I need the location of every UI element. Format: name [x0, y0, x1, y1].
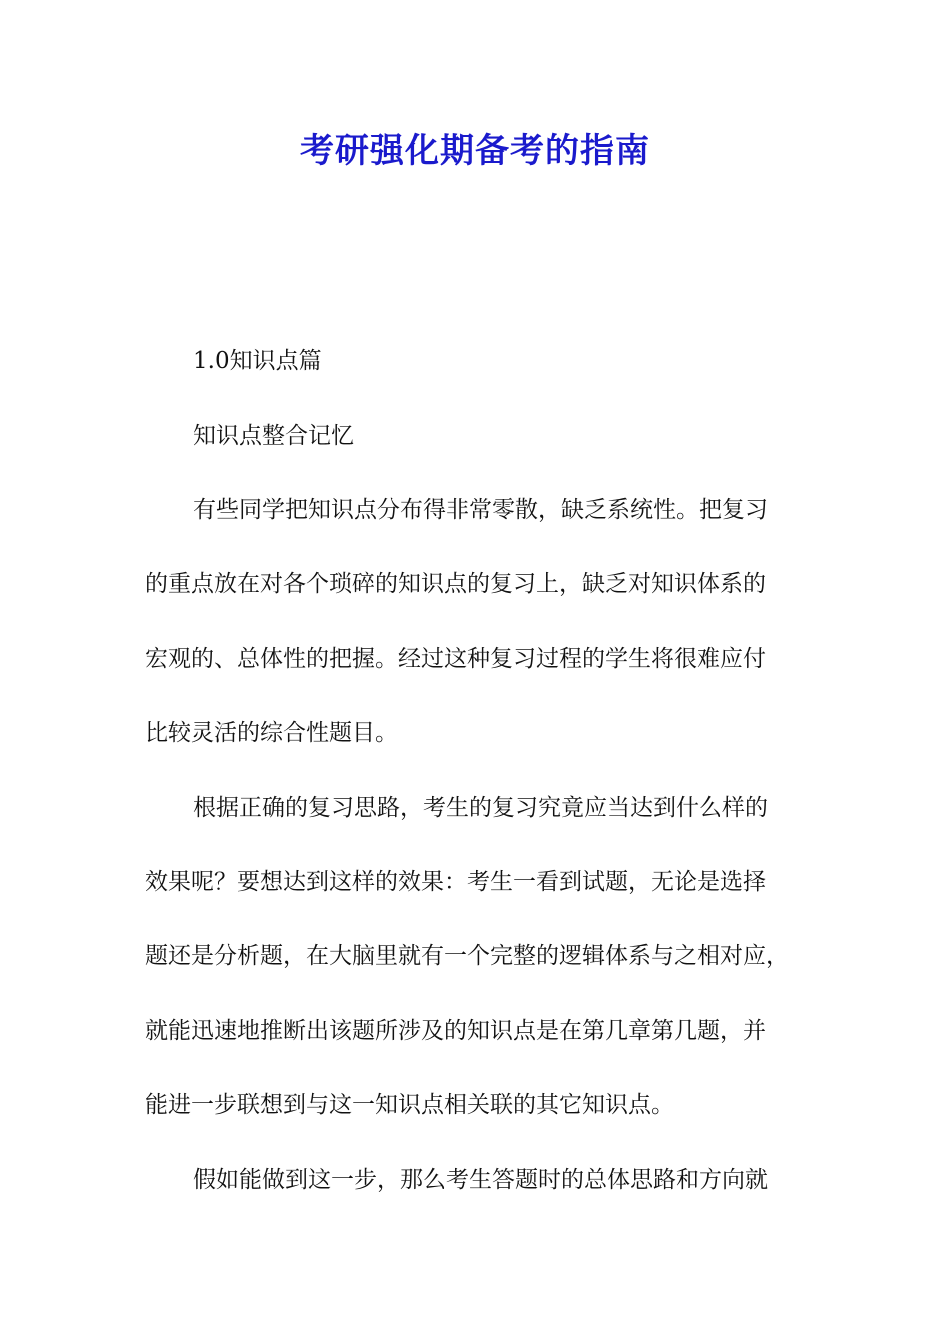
paragraph-line: 题还是分析题，在大脑里就有一个完整的逻辑体系与之相对应， [145, 943, 789, 969]
paragraph-line: 假如能做到这一步，那么考生答题时的总体思路和方向就 [193, 1167, 768, 1193]
paragraph-line: 的重点放在对各个琐碎的知识点的复习上，缺乏对知识体系的 [145, 571, 766, 597]
section-heading: 1.0知识点篇 [193, 348, 322, 374]
paragraph-line: 宏观的、总体性的把握。经过这种复习过程的学生将很难应付 [145, 646, 766, 672]
paragraph-line: 根据正确的复习思路，考生的复习究竟应当达到什么样的 [193, 795, 768, 821]
paragraph-line: 效果呢？要想达到这样的效果：考生一看到试题，无论是选择 [145, 869, 766, 895]
paragraph-line: 能进一步联想到与这一知识点相关联的其它知识点。 [145, 1092, 674, 1118]
paragraph-line: 比较灵活的综合性题目。 [145, 720, 398, 746]
document-title: 考研强化期备考的指南 [300, 131, 650, 171]
paragraph-line: 就能迅速地推断出该题所涉及的知识点是在第几章第几题，并 [145, 1018, 766, 1044]
paragraph-line: 有些同学把知识点分布得非常零散，缺乏系统性。把复习 [193, 497, 768, 523]
subsection-heading: 知识点整合记忆 [193, 423, 354, 449]
